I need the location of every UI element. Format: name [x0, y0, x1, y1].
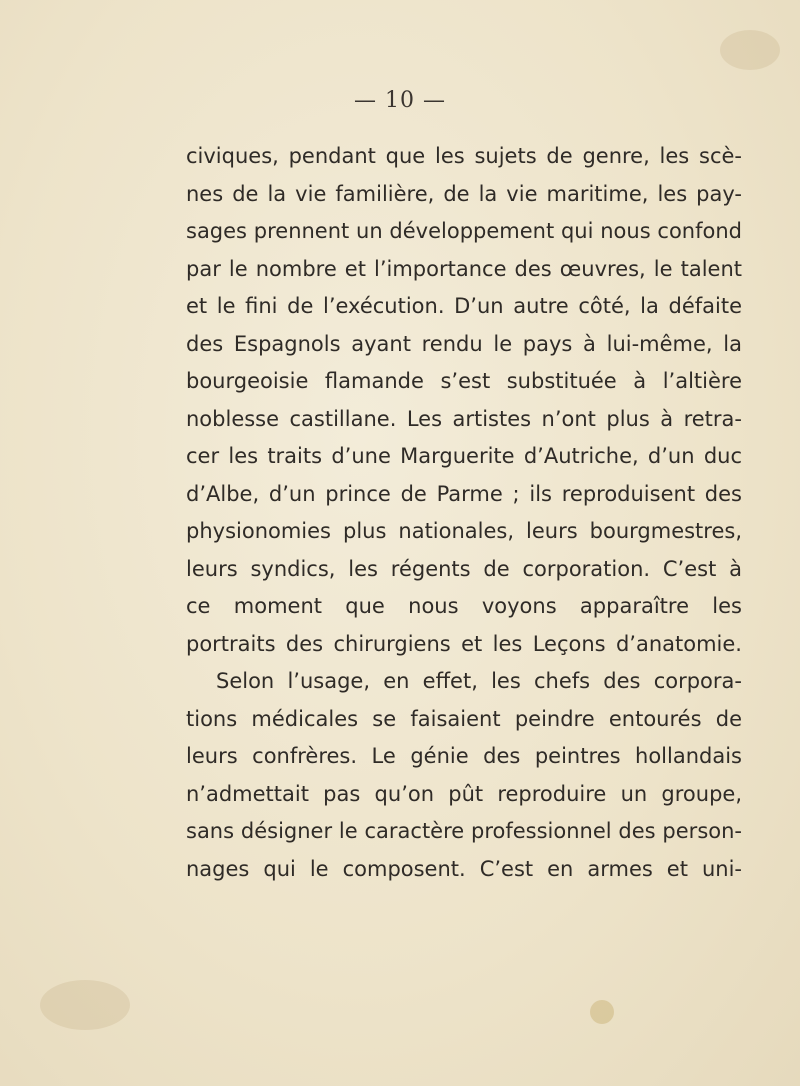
text-line: bourgeoisie flamande s’est substituée à l’altière — [186, 369, 742, 393]
page-number: — 10 — — [354, 88, 446, 113]
text-line: nes de la vie familière, de la vie maritime, les pay- — [186, 181, 742, 206]
text-line: noblesse castillane. Les artistes n’ont plus à retra- — [186, 406, 742, 431]
text-line: par le nombre et l’importance des œuvres, le talent — [186, 256, 742, 281]
text-line: Selon l’usage, en effet, les chefs des corpora- — [216, 669, 742, 693]
text-line: n’admettait pas qu’on pût reproduire un groupe, — [186, 781, 742, 806]
body-text — [186, 138, 742, 888]
paper-stain — [40, 980, 130, 1030]
text-line: leurs syndics, les régents de corporation. C’est à — [186, 556, 742, 581]
paper-stain — [590, 1000, 614, 1024]
text-line: physionomies plus nationales, leurs bourgmestres, — [186, 519, 742, 543]
text-line: sages prennent un développement qui nous confond — [186, 219, 742, 243]
text-line: sans désigner le caractère professionnel des person- — [186, 819, 742, 843]
text-line: portraits des chirurgiens et les Leçons d’anatomie. — [186, 631, 742, 656]
text-line: des Espagnols ayant rendu le pays à lui-même, la — [186, 331, 742, 356]
text-line: tions médicales se faisaient peindre entourés de — [186, 706, 742, 731]
text-line: et le fini de l’exécution. D’un autre côté, la défaite — [186, 294, 742, 318]
text-line: ce moment que nous voyons apparaître les — [186, 594, 742, 618]
text-line: d’Albe, d’un prince de Parme ; ils reproduisent des — [186, 481, 742, 506]
text-line: cer les traits d’une Marguerite d’Autriche, d’un duc — [186, 444, 742, 468]
text-line: nages qui le composent. C’est en armes et uni- — [186, 856, 742, 881]
text-line: civiques, pendant que les sujets de genre, les scè- — [186, 144, 742, 168]
paper-stain — [720, 30, 780, 70]
text-line: leurs confrères. Le génie des peintres hollandais — [186, 744, 742, 768]
